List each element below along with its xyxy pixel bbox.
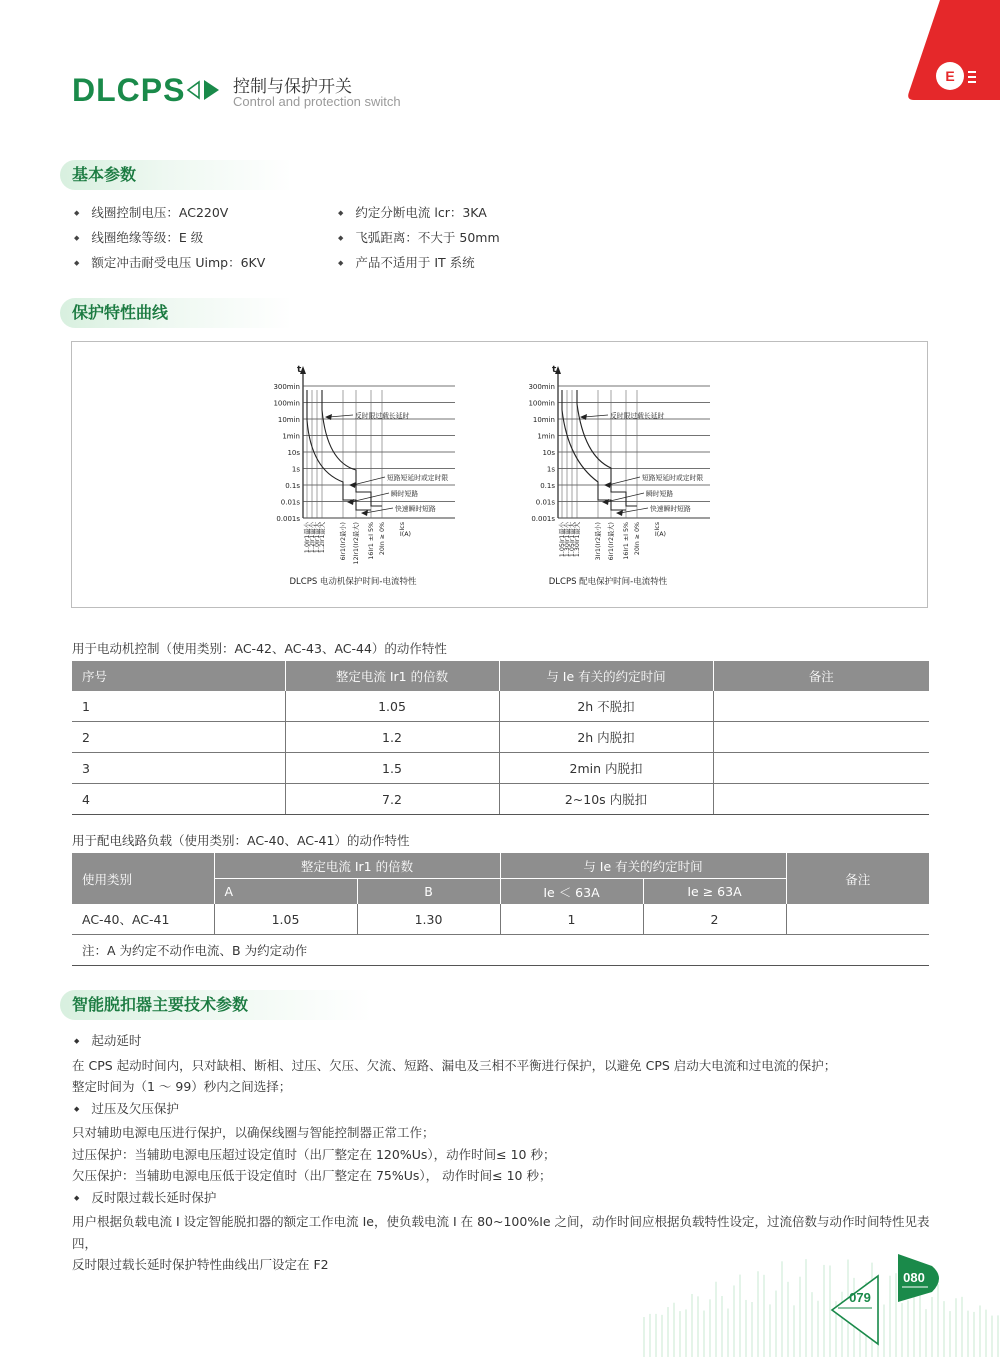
- cell: [713, 784, 929, 815]
- annotation-leader: [584, 415, 608, 417]
- play-triangle-icon: [186, 77, 220, 103]
- paragraph: 反时限过载长延时保护特性曲线出厂设定在 F2: [72, 1257, 329, 1272]
- col-header: 与 Ie 有关的约定时间: [499, 661, 713, 691]
- annotation-label: 瞬时短路: [391, 490, 419, 498]
- annotation-label: 短路短延时或定时限: [387, 474, 449, 482]
- section-heading-curves: 保护特性曲线: [60, 298, 292, 328]
- col-header-category: 使用类别: [72, 853, 214, 904]
- cell: [713, 691, 929, 722]
- x-tick-label: 12Ir1(Ir2最大): [353, 522, 360, 565]
- paragraph: 欠压保护：当辅助电源电压低于设定值时（出厂整定在 75%Us）， 动作时间≤ 10 秒；: [72, 1168, 552, 1183]
- param-item: ◆ 线圈控制电压：AC220V: [74, 203, 228, 221]
- page-title-en: Control and protection switch: [233, 94, 401, 109]
- col-header-a: A: [214, 879, 357, 905]
- table-note: 注：A 为约定不动作电流、B 为约定动作: [72, 935, 929, 966]
- trip-curve-max: [577, 390, 637, 506]
- annotation-arrow: [349, 482, 356, 488]
- cell: 1.2: [285, 722, 499, 753]
- subheading-voltage-protection: ◆ 过压及欠压保护: [72, 1098, 932, 1123]
- y-tick-label: 1s: [546, 465, 555, 474]
- trip-curve-max: [322, 390, 382, 506]
- y-tick-label: 300min: [273, 383, 300, 391]
- footer-decoration: [640, 1228, 1000, 1357]
- annotation-leader: [606, 493, 644, 502]
- annotation-label: 反时限过载长延时: [355, 412, 410, 420]
- y-tick-label: 10s: [542, 449, 555, 457]
- cell: 1.05: [214, 904, 357, 935]
- table-header-row: [72, 661, 929, 691]
- x-tick-label: 1.0Ir1最大: [314, 522, 321, 554]
- y-tick-label: 0.01s: [280, 498, 300, 507]
- paragraph: 过压保护：当辅助电源电压超过设定值时（出厂整定在 120%Us），动作时间≤ 10 秒；: [72, 1146, 556, 1162]
- chart-caption: DLCPS 配电保护时间-电流特性: [548, 577, 668, 587]
- annotation-arrow: [604, 482, 611, 488]
- y-tick-label: 1min: [282, 432, 300, 441]
- cell: [713, 753, 929, 784]
- page-number-left: 079: [849, 1290, 871, 1305]
- x-tick-label: 16Ir1 ±I 5%: [623, 522, 630, 560]
- subheading-overload-protection: ◆ 反时限过载长延时保护: [72, 1187, 932, 1212]
- y-tick-label: 10s: [287, 449, 300, 457]
- annotation-label: 短路短延时或定时限: [642, 474, 704, 482]
- x-tick-label: 1.05Ir1最小: [559, 522, 566, 558]
- annotation-arrow: [361, 510, 368, 516]
- paragraph: 只对辅助电源电压进行保护，以确保线圈与智能控制器正常工作；: [72, 1125, 435, 1140]
- param-item: ◆ 线圈绝缘等级：E 级: [74, 228, 203, 246]
- cell: AC-40、AC-41: [72, 904, 214, 935]
- y-tick-label: 1min: [537, 432, 555, 441]
- x-tick-label: 1.30Ir1最小: [564, 522, 571, 558]
- annotation-leader: [329, 415, 353, 417]
- col-header: 备注: [713, 661, 929, 691]
- x-tick-label: Ics: [654, 522, 661, 531]
- motor-protection-curve-chart: [267, 360, 497, 592]
- x-tick-label: 20In ≥ 0%: [379, 522, 386, 556]
- table1-caption: 用于电动机控制（使用类别：AC-42、AC-43、AC-44）的动作特性: [72, 641, 447, 656]
- y-tick-label: 0.001s: [531, 515, 555, 523]
- motor-action-table: [72, 661, 929, 815]
- col-header-multiple: 整定电流 Ir1 的倍数: [214, 853, 500, 879]
- annotation-label: 反时限过载长延时: [610, 412, 665, 420]
- y-tick-label: 100min: [528, 399, 555, 408]
- cell: 1.5: [285, 753, 499, 784]
- x-tick-label: 16Ir1 ±I 5%: [368, 522, 375, 560]
- y-tick-label: 10min: [277, 416, 300, 424]
- y-tick-label: 100min: [273, 399, 300, 408]
- col-header-time: 与 Ie 有关的约定时间: [500, 853, 786, 879]
- subheading-start-delay: ◆ 起动延时: [72, 1030, 932, 1055]
- x-tick-label: 1.30Ir1最大: [574, 522, 581, 558]
- annotation-label: 快速瞬时短路: [395, 505, 436, 513]
- y-tick-label: 0.1s: [540, 482, 555, 490]
- param-item: ◆ 额定冲击耐受电压 Uimp：6KV: [74, 253, 265, 271]
- chart-caption: DLCPS 电动机保护时间-电流特性: [289, 577, 417, 587]
- col-header: 整定电流 Ir1 的倍数: [285, 661, 499, 691]
- x-tick-label: 1.2Ir1最大: [319, 522, 326, 554]
- y-axis-title: t: [297, 365, 302, 375]
- table-row: [72, 753, 929, 784]
- x-tick-label: 6Ir1(Ir2最小): [340, 522, 347, 561]
- table2-caption: 用于配电线路负载（使用类别：AC-40、AC-41）的动作特性: [72, 833, 410, 848]
- cell: 1: [72, 691, 285, 722]
- cell: 1.30: [357, 904, 500, 935]
- cell: 2h 内脱扣: [499, 722, 713, 753]
- distribution-protection-curve-chart: [522, 360, 752, 592]
- y-tick-label: 0.001s: [276, 515, 300, 523]
- param-item: ◆ 飞弧距离：不大于 50mm: [338, 228, 500, 246]
- annotation-leader: [353, 477, 385, 485]
- cell: 2: [643, 904, 786, 935]
- paragraph: 在 CPS 起动时间内，只对缺相、断相、过压、欠压、欠流、短路、漏电及三相不平衡进行保护，以避免 CPS 启动大电流和过电流的保护；: [72, 1057, 837, 1073]
- cell: 2~10s 内脱扣: [499, 784, 713, 815]
- cell: 1: [500, 904, 643, 935]
- cell: 4: [72, 784, 285, 815]
- cell: 2: [72, 722, 285, 753]
- page-number-right: 080: [903, 1270, 925, 1285]
- annotation-leader: [351, 493, 389, 502]
- curve-figure-box: [71, 341, 928, 608]
- param-item: ◆ 约定分断电流 lcr：3KA: [338, 203, 487, 221]
- col-header-b: B: [357, 879, 500, 905]
- table-row: [72, 904, 929, 935]
- annotation-leader: [608, 477, 640, 485]
- annotation-label: 快速瞬时短路: [650, 505, 691, 513]
- cell: 2h 不脱扣: [499, 691, 713, 722]
- cell: [713, 722, 929, 753]
- section-heading-smart: 智能脱扣器主要技术参数: [60, 990, 372, 1020]
- y-axis-title: t: [552, 365, 557, 375]
- col-header: 序号: [72, 661, 285, 691]
- y-tick-label: 1s: [291, 465, 300, 474]
- table-row: [72, 722, 929, 753]
- x-tick-label: I(A): [399, 531, 411, 538]
- table-row: [72, 784, 929, 815]
- y-tick-label: 0.01s: [535, 498, 555, 507]
- annotation-arrow: [616, 510, 623, 516]
- y-tick-label: 10min: [532, 416, 555, 424]
- paragraph: 用户根据负载电流 I 设定智能脱扣器的额定工作电流 Ie，使负载电流 I 在 80~100%Ie 之间，动作时间应根据负载特性设定，过流倍数与动作时间特性见表四，: [72, 1214, 930, 1251]
- col-header-lt63: Ie ＜ 63A: [500, 879, 643, 905]
- corner-brand-tab: [900, 0, 1000, 108]
- param-item: ◆ 产品不适用于 IT 系统: [338, 253, 475, 271]
- cell: 3: [72, 753, 285, 784]
- col-header-ge63: Ie ≥ 63A: [643, 879, 786, 905]
- cell: [786, 904, 929, 935]
- brand-logo-text: DLCPS: [72, 72, 186, 108]
- cell: 1.05: [285, 691, 499, 722]
- table-header-row: [72, 853, 929, 879]
- x-tick-label: 3Ir1(Ir2最小): [595, 522, 602, 561]
- cell: 2min 内脱扣: [499, 753, 713, 784]
- paragraph: 整定时间为（1 ～ 99）秒内之间选择；: [72, 1079, 292, 1094]
- section-heading-basic: 基本参数: [60, 160, 292, 190]
- col-header-note: 备注: [786, 853, 929, 904]
- annotation-label: 瞬时短路: [646, 490, 674, 498]
- x-tick-label: 1.05Ir1最大: [569, 522, 576, 558]
- distribution-action-table: [72, 853, 929, 966]
- cell: 7.2: [285, 784, 499, 815]
- y-tick-label: 0.1s: [285, 482, 300, 490]
- table-note-row: [72, 935, 929, 966]
- x-tick-label: 1.2Ir1最小: [309, 522, 316, 554]
- x-tick-label: 6Ir1(Ir2最大): [608, 522, 615, 561]
- y-tick-label: 300min: [528, 383, 555, 391]
- x-tick-label: Ics: [399, 522, 406, 531]
- x-tick-label: I(A): [654, 531, 666, 538]
- svg-text:E: E: [945, 68, 955, 84]
- x-tick-label: 20In ≥ 0%: [634, 522, 641, 556]
- page-title-cn: 控制与保护开关: [233, 77, 352, 97]
- x-tick-label: 1.0Ir1最小: [304, 522, 311, 554]
- table-row: [72, 691, 929, 722]
